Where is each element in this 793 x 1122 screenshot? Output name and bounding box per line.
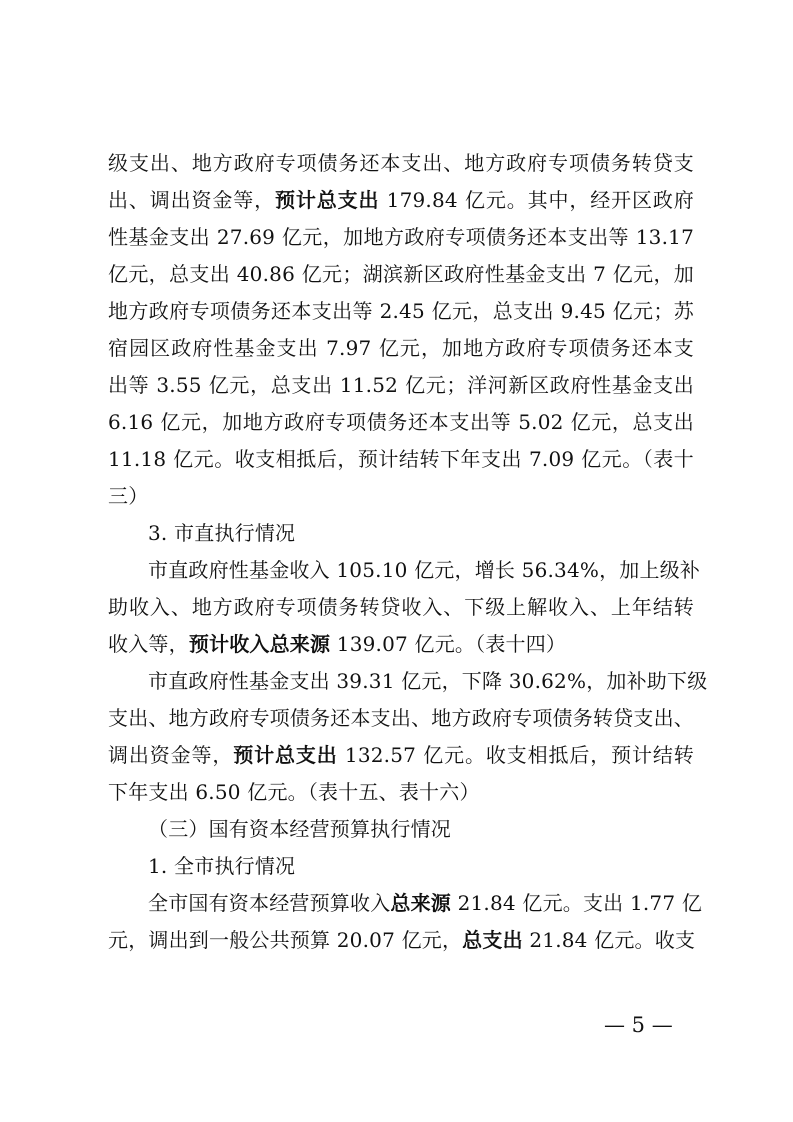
paragraph-text: 139.07 亿元。（表十四） (330, 632, 567, 656)
paragraph-text: 全市国有资本经营预算收入 (148, 891, 391, 915)
paragraph-line (148, 890, 703, 916)
paragraph-text: 元，调出到一般公共预算 20.07 亿元， (108, 928, 463, 952)
paragraph-text: 179.84 亿元。其中，经开区政府 (379, 188, 695, 212)
paragraph-text: 收入等， (108, 632, 189, 656)
bold-emphasis: 预计收入总来源 (188, 632, 331, 656)
paragraph-line: 级支出、地方政府专项债务还本支出、地方政府专项债务转贷支 (108, 151, 694, 175)
paragraph-line: 市直政府性基金支出 39.31 亿元，下降 30.62%，加补助下级 (148, 669, 708, 693)
paragraph-line (108, 187, 694, 213)
paragraph-line: 亿元，总支出 40.86 亿元；湖滨新区政府性基金支出 7 亿元，加 (108, 262, 694, 286)
paragraph-line: 11.18 亿元。收支相抵后，预计结转下年支出 7.09 亿元。（表十 (108, 447, 694, 471)
paragraph-line (108, 742, 694, 768)
paragraph-line: 支出、地方政府专项债务还本支出、地方政府专项债务转贷支出、 (108, 706, 694, 730)
paragraph-line (108, 631, 694, 657)
paragraph-line: 市直政府性基金收入 105.10 亿元，增长 56.34%，加上级补 (148, 558, 701, 582)
section-heading: （三）国有资本经营预算执行情况 (148, 817, 451, 841)
paragraph-text: 21.84 亿元。收支 (522, 928, 696, 952)
paragraph-text: 调出资金等， (108, 743, 234, 767)
page-number: — 5 — (604, 1013, 673, 1037)
paragraph-line: 下年支出 6.50 亿元。（表十五、表十六） (108, 780, 480, 804)
paragraph-line (108, 927, 694, 953)
bold-emphasis: 总来源 (390, 891, 452, 915)
bold-emphasis: 预计总支出 (275, 188, 380, 212)
bold-emphasis: 总支出 (462, 928, 523, 952)
paragraph-text: 出、调出资金等， (108, 188, 276, 212)
paragraph-line: 性基金支出 27.69 亿元，加地方政府专项债务还本支出等 13.17 (108, 225, 694, 249)
section-subheading: 1. 全市执行情况 (148, 854, 296, 878)
paragraph-text: 21.84 亿元。支出 1.77 亿 (451, 891, 703, 915)
section-subheading: 3. 市直执行情况 (148, 521, 296, 545)
paragraph-line: 地方政府专项债务还本支出等 2.45 亿元，总支出 9.45 亿元；苏 (108, 299, 694, 323)
bold-emphasis: 预计总支出 (233, 743, 338, 767)
paragraph-line: 6.16 亿元，加地方政府专项债务还本支出等 5.02 亿元，总支出 (108, 410, 694, 434)
paragraph-line: 宿园区政府性基金支出 7.97 亿元，加地方政府专项债务还本支 (108, 336, 694, 360)
paragraph-line: 助收入、地方政府专项债务转贷收入、下级上解收入、上年结转 (108, 595, 694, 619)
paragraph-line: 三） (108, 484, 149, 508)
paragraph-text: 132.57 亿元。收支相抵后，预计结转 (337, 743, 695, 767)
paragraph-line: 出等 3.55 亿元，总支出 11.52 亿元；洋河新区政府性基金支出 (108, 373, 694, 397)
